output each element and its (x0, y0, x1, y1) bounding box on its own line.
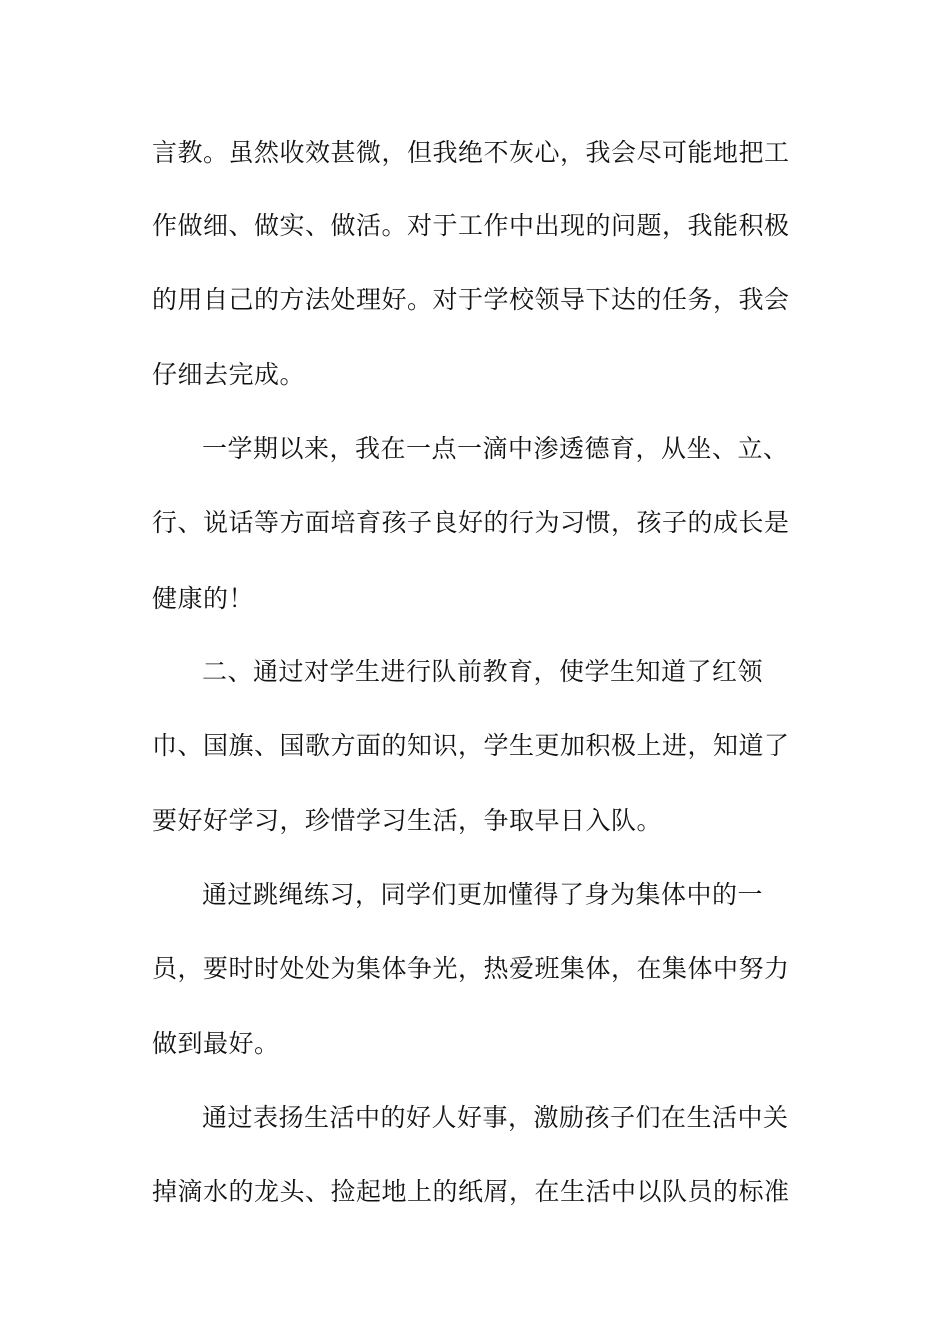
text-line: 员，要时时处处为集体争光，热爱班集体，在集体中努力 (152, 954, 790, 983)
text-line: 做到最好。 (152, 1029, 280, 1058)
text-line: 仔细去完成。 (152, 360, 306, 389)
text-line: 巾、国旗、国歌方面的知识，学生更加积极上进，知道了 (152, 731, 790, 760)
paragraph-start-line: 二、通过对学生进行队前教育，使学生知道了红领 (202, 657, 764, 686)
text-line: 作做细、做实、做活。对于工作中出现的问题，我能积极 (152, 211, 790, 240)
text-line: 言教。虽然收效甚微，但我绝不灰心，我会尽可能地把工 (152, 138, 790, 167)
text-line: 的用自己的方法处理好。对于学校领导下达的任务，我会 (152, 285, 790, 314)
text-line: 行、说话等方面培育孩子良好的行为习惯，孩子的成长是 (152, 508, 790, 537)
text-line: 要好好学习，珍惜学习生活，争取早日入队。 (152, 806, 663, 835)
text-line: 掉滴水的龙头、捡起地上的纸屑，在生活中以队员的标准 (152, 1177, 790, 1206)
paragraph-start-line: 通过跳绳练习，同学们更加懂得了身为集体中的一 (202, 880, 764, 909)
paragraph-start-line: 通过表扬生活中的好人好事，激励孩子们在生活中关 (202, 1103, 789, 1132)
text-line: 健康的！ (152, 584, 255, 613)
paragraph-start-line: 一学期以来，我在一点一滴中渗透德育，从坐、立、 (202, 434, 789, 463)
